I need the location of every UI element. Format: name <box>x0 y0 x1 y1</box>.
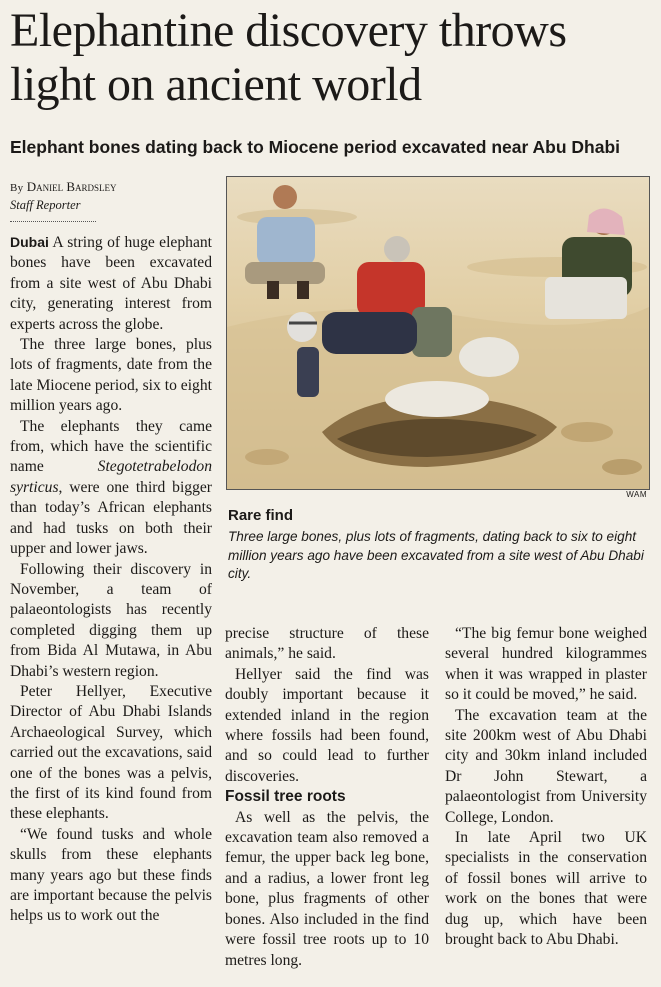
paragraph-1-text: A string of huge elephant bones have been excavated from a site west of Abu Dhabi city, generating interest from experts across the globe. <box>10 234 212 333</box>
paragraph-1 <box>10 232 212 335</box>
paragraph-4: Following their discovery in November, a team of palaeontologists has recently completed digging them up from Bida Al Mutawa, in Abu Dhabi’s western region. <box>10 560 212 680</box>
article-column-3 <box>445 624 647 951</box>
byline-role: Staff Reporter <box>10 198 81 212</box>
byline-by: By <box>10 182 24 194</box>
paragraph-3 <box>10 417 212 560</box>
section-subheading: Fossil tree roots <box>225 788 346 806</box>
paragraph-3-text-a: The elephants they came from, which have the scientific name <box>10 417 212 476</box>
excavation-photo-illustration <box>227 177 649 489</box>
paragraph-8: As well as the pelvis, the excavation team also removed a femur, the upper back leg bone, and a radius, a lower front leg bone, plus fragments of other bones. Also included in the find were fossil tree roots up to 10 metres long. <box>225 808 429 969</box>
article-column-1 <box>10 232 212 927</box>
paragraph-6: “We found tusks and whole skulls from these elephants many years ago but these finds are important because the pelvis helps us to work out the <box>10 825 212 925</box>
article-column-2 <box>225 624 429 971</box>
byline-divider <box>10 221 96 222</box>
caption-title: Rare find <box>228 507 294 524</box>
paragraph-2: The three large bones, plus lots of fragments, date from the late Miocene period, six to eight million years ago. <box>10 336 212 415</box>
paragraph-3-text-b: , were one third bigger than today’s African elephants and had tusks on both their upper and lower jaws. <box>10 478 212 558</box>
byline <box>10 178 210 214</box>
byline-author: Daniel Bardsley <box>26 179 117 194</box>
paragraph-5: Peter Hellyer, Executive Director of Abu Dhabi Islands Archaeological Survey, which carried out the excavations, said one of the bones was a pelvis, the first of its kind found from these elephants. <box>10 682 212 823</box>
paragraph-9: “The big femur bone weighed several hundred kilogrammes when it was wrapped in plaster so it could be moved,” he said. <box>445 625 647 704</box>
photo-credit: WAM <box>626 490 647 499</box>
subheadline: Elephant bones dating back to Miocene period excavated near Abu Dhabi <box>10 137 621 157</box>
excavation-photo <box>226 176 650 490</box>
paragraph-6-continued: precise structure of these animals,” he said. <box>225 625 429 663</box>
paragraph-7: Hellyer said the find was doubly important because it extended inland in the region where fossils had been found, and so could lead to further discoveries. <box>225 665 429 785</box>
species-name: Stegotetrabelodon syrticus <box>10 458 212 496</box>
paragraph-10: The excavation team at the site 200km west of Abu Dhabi city and 30km inland included Dr John Stewart, a palaeontologist from University College, London. <box>445 706 647 826</box>
headline: Elephantine discovery throws light on ancient world <box>10 4 567 111</box>
photo-caption: Three large bones, plus lots of fragments, dating back to six to eight million years ago have been excavated from a site west of Abu Dhabi city. <box>228 529 644 581</box>
dateline: Dubai <box>10 234 49 250</box>
paragraph-11: In late April two UK specialists in the conservation of fossil bones will arrive to work on the bones that were dug up, which have been brought back to Abu Dhabi. <box>445 829 647 949</box>
